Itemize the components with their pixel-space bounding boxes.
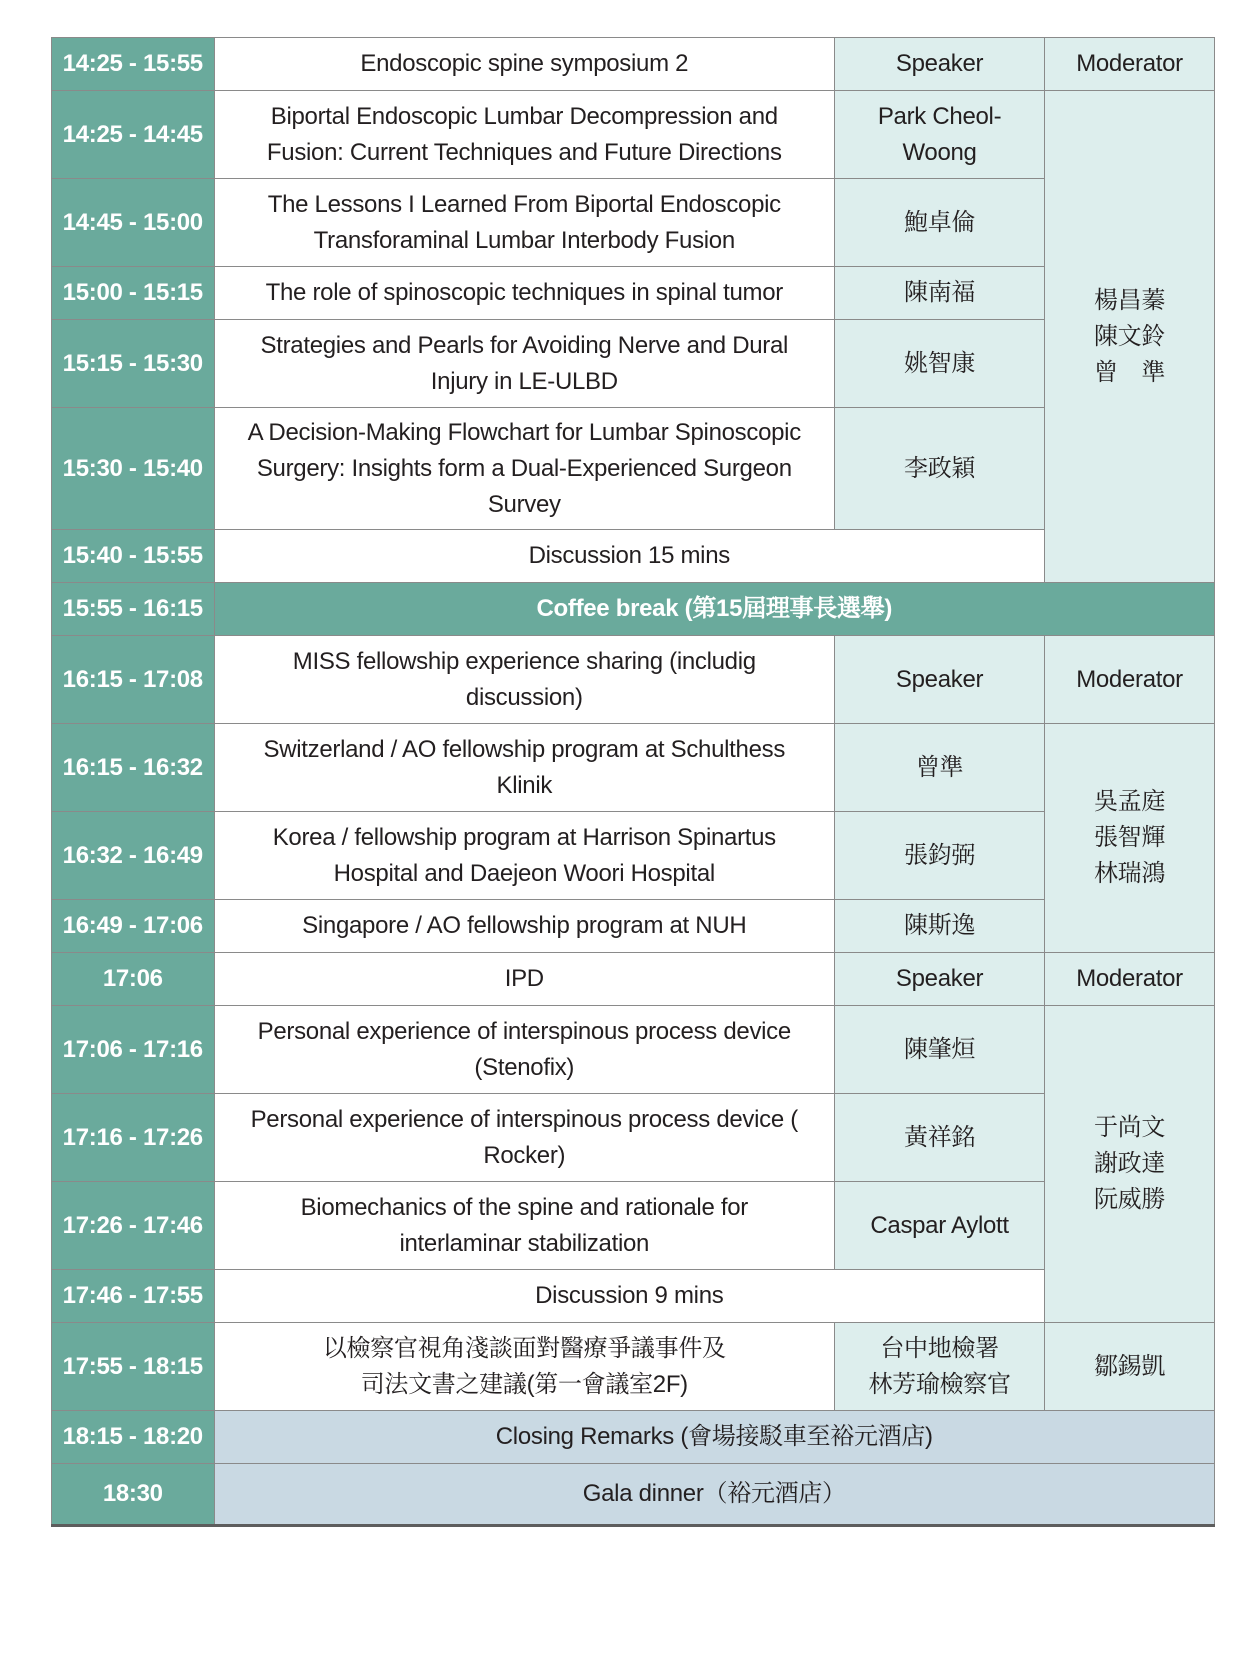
time-cell: 17:26 - 17:46 [52, 1182, 215, 1270]
talk-topic-line: Transforaminal Lumbar Interbody Fusion [313, 226, 735, 254]
speaker-name [835, 1006, 1045, 1094]
talk-topic-line: 以檢察官視角淺談面對醫療爭議事件及 [322, 1334, 726, 1362]
session-title-line: MISS fellowship experience sharing (includig [292, 647, 756, 675]
talk-row [52, 1182, 1215, 1270]
moderator-header: Moderator [1045, 953, 1215, 1006]
talk-topic-line: Fusion: Current Techniques and Future Directions [266, 138, 782, 166]
speaker-name [835, 900, 1045, 953]
talk-topic-line: Hospital and Daejeon Woori Hospital [333, 859, 715, 887]
speaker-name-line: 黃祥銘 [904, 1123, 976, 1151]
talk-topic [214, 1006, 835, 1094]
moderator-list-line: 謝政達 [1093, 1150, 1166, 1177]
time-cell: 17:55 - 18:15 [52, 1323, 215, 1411]
talk-topic [214, 900, 835, 953]
speaker-name-line: 李政穎 [904, 454, 976, 482]
time-cell: 18:15 - 18:20 [52, 1411, 215, 1464]
moderator-list-line: 阮威勝 [1093, 1186, 1166, 1213]
speaker-name [835, 724, 1045, 812]
coffee-break: Coffee break (第15屆理事長選舉) [214, 583, 1214, 636]
moderator-list-line: 曾 準 [1093, 358, 1166, 386]
speaker-name [835, 1323, 1045, 1411]
talk-topic [214, 408, 835, 530]
talk-topic-line: interlaminar stabilization [399, 1229, 650, 1257]
speaker-name-line: 張鈞弼 [904, 841, 976, 869]
session-header-row [52, 38, 1215, 91]
talk-topic-line: Personal experience of interspinous process device [257, 1017, 791, 1045]
talk-row [52, 1006, 1215, 1094]
talk-topic-line: Rocker) [483, 1141, 566, 1169]
talk-topic [214, 179, 835, 267]
talk-topic-line: The role of spinoscopic techniques in spinal tumor [265, 279, 783, 306]
speaker-name-line: Woong [902, 138, 977, 166]
talk-topic-line: Injury in LE-ULBD [430, 367, 618, 395]
speaker-name-line: 曾準 [915, 753, 964, 781]
speaker-name [835, 179, 1045, 267]
time-cell: 15:40 - 15:55 [52, 530, 215, 583]
coffee-row [52, 583, 1215, 636]
talk-row [52, 179, 1215, 267]
schedule-body [52, 38, 1215, 1526]
moderator-list-line: 張智輝 [1093, 824, 1166, 851]
talk-topic [214, 1094, 835, 1182]
speaker-name-line: Park Cheol- [877, 102, 1002, 130]
moderator-list-line: 于尚文 [1093, 1114, 1166, 1141]
session-title-line: discussion) [465, 683, 583, 711]
time-cell: 14:25 - 14:45 [52, 91, 215, 179]
talk-topic-line: Korea / fellowship program at Harrison Spinartus [272, 823, 776, 851]
closing-remarks: Closing Remarks (會場接駁車至裕元酒店) [214, 1411, 1214, 1464]
moderator-list [1045, 724, 1215, 953]
talk-topic-line: Biportal Endoscopic Lumbar Decompression and [270, 102, 778, 130]
gala-row [52, 1464, 1215, 1526]
speaker-header: Speaker [835, 636, 1045, 724]
time-cell: 15:00 - 15:15 [52, 267, 215, 320]
talk-topic [214, 1323, 835, 1411]
speaker-name-line: 陳南福 [904, 279, 976, 306]
speaker-name [835, 408, 1045, 530]
speaker-name [835, 320, 1045, 408]
talk-topic-line: Survey [487, 490, 561, 518]
speaker-name-line: Caspar Aylott [870, 1211, 1009, 1239]
speaker-name-line: 鮑卓倫 [904, 208, 976, 236]
time-cell: 14:45 - 15:00 [52, 179, 215, 267]
speaker-name-line: 陳肇烜 [904, 1035, 976, 1063]
session-header-row [52, 953, 1215, 1006]
time-cell: 16:49 - 17:06 [52, 900, 215, 953]
discussion-row [52, 1270, 1215, 1323]
talk-row [52, 1323, 1215, 1411]
moderator-header: Moderator [1045, 38, 1215, 91]
talk-row [52, 812, 1215, 900]
moderator-list [1045, 91, 1215, 583]
discussion-text: Discussion 15 mins [214, 530, 1045, 583]
moderator-list: 鄒錫凱 [1045, 1323, 1215, 1411]
time-cell: 15:30 - 15:40 [52, 408, 215, 530]
session-title [214, 636, 835, 724]
talk-row [52, 408, 1215, 530]
session-title: Endoscopic spine symposium 2 [214, 38, 835, 91]
talk-row [52, 320, 1215, 408]
talk-topic [214, 267, 835, 320]
session-title: IPD [214, 953, 835, 1006]
speaker-name [835, 1182, 1045, 1270]
talk-topic-line: Surgery: Insights form a Dual-Experienced Surgeon [256, 454, 792, 482]
time-cell: 16:15 - 17:08 [52, 636, 215, 724]
speaker-header: Speaker [835, 38, 1045, 91]
talk-topic [214, 812, 835, 900]
time-cell: 17:46 - 17:55 [52, 1270, 215, 1323]
talk-topic [214, 1182, 835, 1270]
talk-topic-line: Strategies and Pearls for Avoiding Nerve and Dural [260, 331, 789, 359]
speaker-name [835, 91, 1045, 179]
time-cell: 18:30 [52, 1464, 215, 1526]
speaker-header: Speaker [835, 953, 1045, 1006]
talk-topic-line: The Lessons I Learned From Biportal Endoscopic [267, 190, 781, 218]
talk-topic-line: Biomechanics of the spine and rationale for [300, 1193, 748, 1221]
speaker-name-line: 林芳瑜檢察官 [868, 1370, 1011, 1398]
talk-row [52, 900, 1215, 953]
time-cell: 17:06 - 17:16 [52, 1006, 215, 1094]
discussion-text: Discussion 9 mins [214, 1270, 1045, 1323]
talk-topic-line: Personal experience of interspinous process device ( [250, 1105, 798, 1133]
talk-topic-line: 司法文書之建議(第一會議室2F) [360, 1370, 688, 1398]
time-cell: 15:55 - 16:15 [52, 583, 215, 636]
moderator-list-line: 楊昌蓁 [1093, 286, 1166, 314]
speaker-name-line: 姚智康 [904, 349, 976, 377]
moderator-list [1045, 1006, 1215, 1323]
moderator-list-line: 吳孟庭 [1093, 788, 1166, 815]
talk-topic-line: (Stenofix) [474, 1053, 575, 1081]
schedule-table [51, 37, 1215, 1527]
talk-topic [214, 724, 835, 812]
speaker-name [835, 812, 1045, 900]
time-cell: 17:06 [52, 953, 215, 1006]
talk-topic [214, 320, 835, 408]
talk-topic-line: Klinik [496, 771, 553, 799]
time-cell: 16:32 - 16:49 [52, 812, 215, 900]
time-cell: 14:25 - 15:55 [52, 38, 215, 91]
talk-row [52, 267, 1215, 320]
talk-topic [214, 91, 835, 179]
talk-row [52, 91, 1215, 179]
speaker-name [835, 267, 1045, 320]
speaker-name-line: 台中地檢署 [880, 1334, 999, 1362]
time-cell: 17:16 - 17:26 [52, 1094, 215, 1182]
talk-topic-line: Singapore / AO fellowship program at NUH [302, 912, 747, 939]
speaker-name [835, 1094, 1045, 1182]
talk-topic-line: A Decision-Making Flowchart for Lumbar Spinoscopic [247, 418, 801, 446]
session-header-row [52, 636, 1215, 724]
moderator-list-line: 陳文鈴 [1093, 322, 1166, 350]
discussion-row [52, 530, 1215, 583]
time-cell: 16:15 - 16:32 [52, 724, 215, 812]
talk-topic-line: Switzerland / AO fellowship program at Schulthess [263, 735, 786, 763]
gala-dinner: Gala dinner（裕元酒店） [214, 1464, 1214, 1526]
speaker-name-line: 陳斯逸 [904, 912, 976, 939]
moderator-header: Moderator [1045, 636, 1215, 724]
time-cell: 15:15 - 15:30 [52, 320, 215, 408]
moderator-list-line: 林瑞鴻 [1093, 860, 1166, 887]
closing-row [52, 1411, 1215, 1464]
talk-row [52, 1094, 1215, 1182]
talk-row [52, 724, 1215, 812]
